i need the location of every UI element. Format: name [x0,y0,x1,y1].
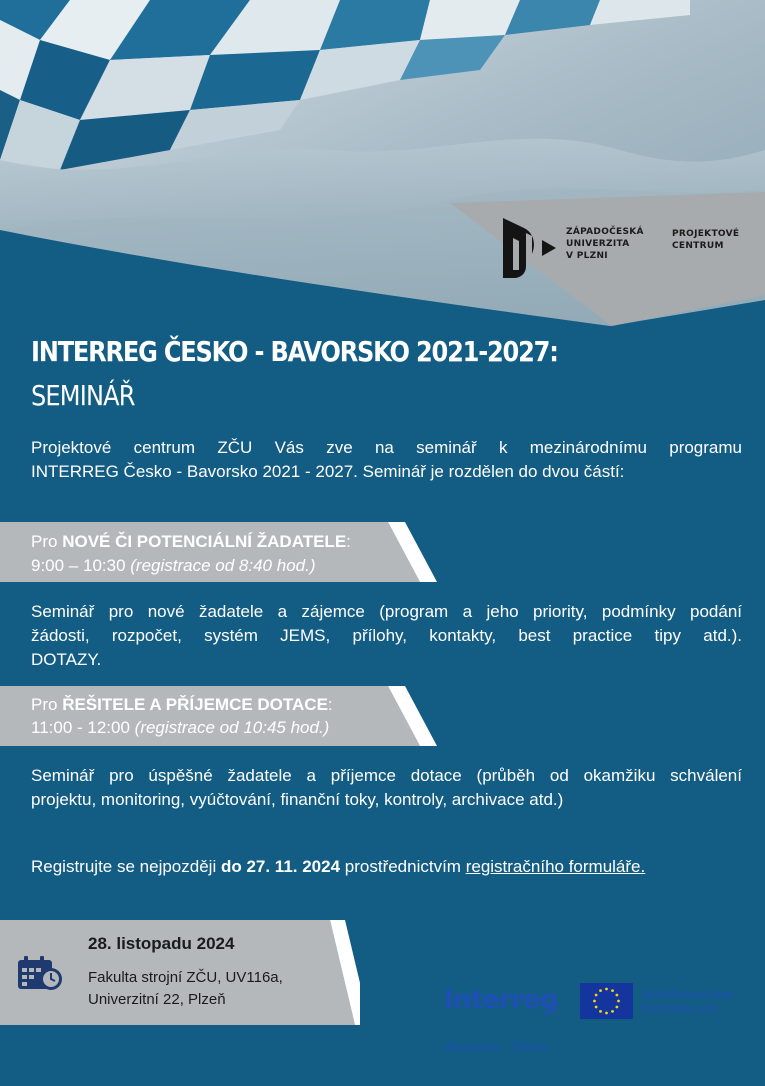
section1-description: Seminář pro nové žadatele a zájemce (program a jeho priority, podmínky podání žádosti, rozpočet, systém JEMS, přílohy, kontakty, best practice tipy atd.). DOTAZY. [31,602,742,669]
eu-flag-icon [580,983,633,1019]
page-subtitle: SEMINÁŘ [31,379,135,412]
logo-university-name: ZÁPADOČESKÁ UNIVERZITA V PLZNI [566,227,644,261]
interreg-logo: Interreg [444,985,558,1015]
section2-audience: Pro ŘEŠITELE A PŘÍJEMCE DOTACE: [31,695,333,714]
intro-line-1: Projektové centrum ZČU Vás zve na seminář k mezinárodnímu programu [31,438,742,457]
interreg-region-label: Bavorsko - Česko [446,1040,549,1054]
zcu-logo [500,216,750,286]
zcu-logo-mark [500,216,558,280]
logo-projektove-centrum: PROJEKTOVÉ CENTRUM [672,229,740,251]
calendar-clock-icon [17,955,63,991]
section2-description: Seminář pro úspěšné žadatele a příjemce dotace (průběh od okamžiku schválení projektu, monitoring, vyúčtování, finanční toky, kontroly, archivace atd.) [31,766,742,809]
registration-form-link[interactable]: registračního formuláře. [465,857,646,876]
eu-cofinanced-label: Spolufinancováno Evropskou unií [641,989,733,1015]
section1-audience: Pro NOVÉ ČI POTENCIÁLNÍ ŽADATELE: [31,532,351,551]
page-title: INTERREG ČESKO - BAVORSKO 2021-2027: [31,335,558,368]
intro-line-2: INTERREG Česko - Bavorsko 2021 - 2027. Seminář je rozdělen do dvou částí: [31,462,625,481]
intro-paragraph [31,436,742,484]
event-date: 28. listopadu 2024 [88,934,235,953]
section1-time: 9:00 – 10:30 (registrace od 8:40 hod.) [31,556,316,575]
registration-line: Registrujte se nejpozději do 27. 11. 2024 prostřednictvím registračního formuláře. [31,857,646,876]
event-venue: Fakulta strojní ZČU, UV116a, Univerzitní 22, Plzeň [88,969,283,1008]
section2-time: 11:00 - 12:00 (registrace od 10:45 hod.) [31,718,330,737]
